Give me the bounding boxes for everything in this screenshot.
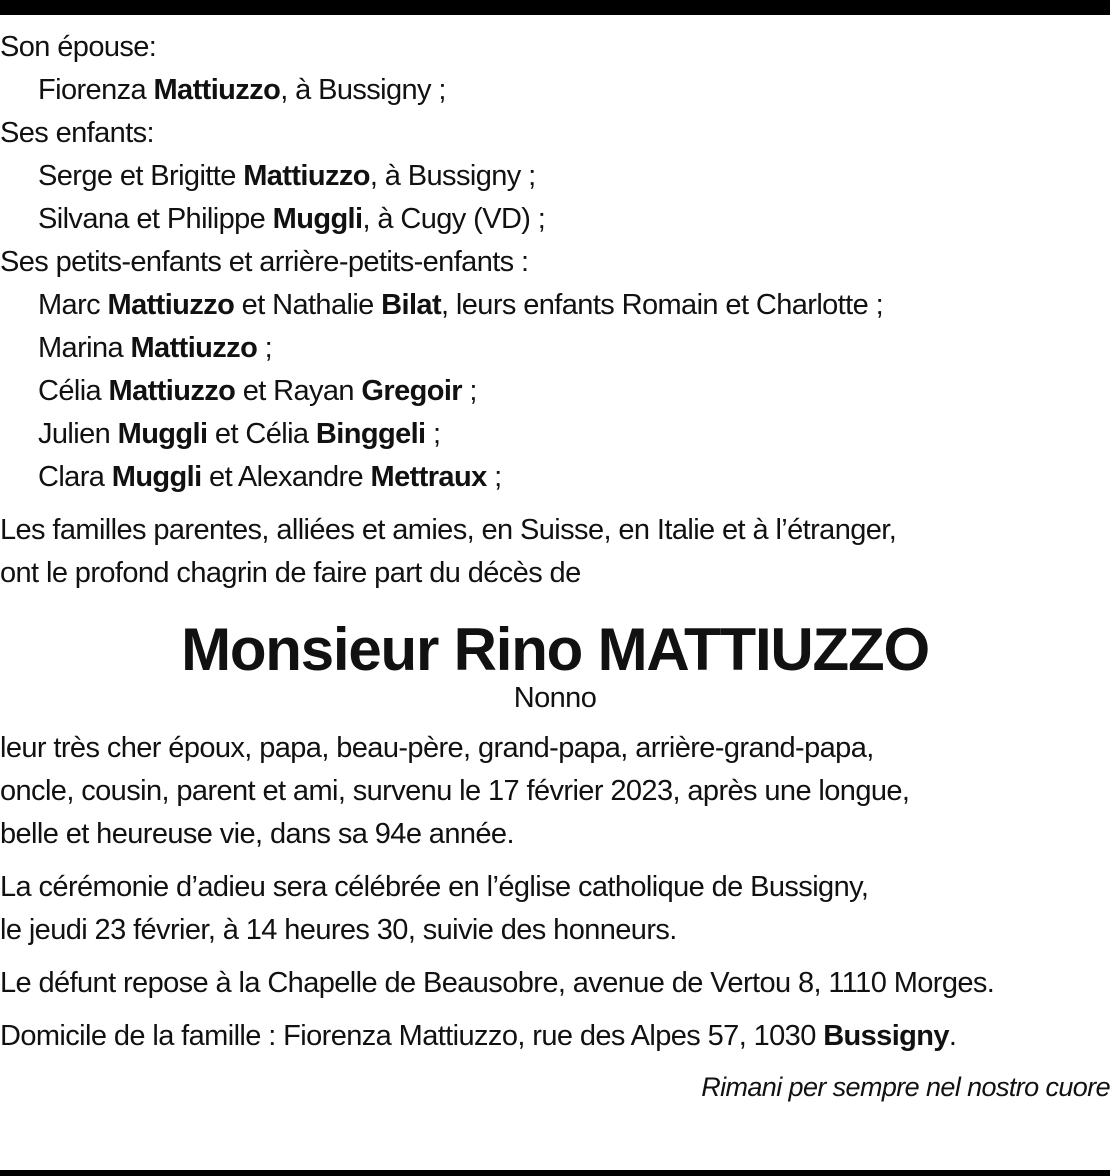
deceased-nickname: Nonno — [513, 682, 597, 714]
rest-paragraph — [0, 962, 1110, 1005]
obituary-notice — [0, 26, 1110, 1109]
ceremony-paragraph — [0, 866, 1110, 952]
spouse-heading: Son épouse: — [0, 31, 157, 63]
grandchild-line: Marc Mattiuzzo et Nathalie Bilat, leurs enfants Romain et Charlotte ; — [38, 289, 884, 321]
intro-line: Les familles parentes, alliées et amies, en Suisse, en Italie et à l’étranger, — [0, 514, 897, 546]
description-line: belle et heureuse vie, dans sa 94e année. — [0, 818, 514, 850]
domicile-line: Domicile de la famille : Fiorenza Mattiuzzo, rue des Alpes 57, 1030 Bussigny. — [0, 1020, 957, 1052]
spouse-line: Fiorenza Mattiuzzo, à Bussigny ; — [38, 74, 446, 106]
intro-paragraph — [0, 509, 1110, 595]
description-paragraph — [0, 727, 1110, 856]
top-rule — [0, 0, 1110, 15]
description-line: leur très cher époux, papa, beau-père, grand-papa, arrière-grand-papa, — [0, 732, 874, 764]
children-heading: Ses enfants: — [0, 117, 155, 149]
deceased-name: Monsieur Rino MATTIUZZO — [181, 616, 929, 683]
child-line: Silvana et Philippe Muggli, à Cugy (VD) ; — [38, 203, 546, 235]
rest-line: Le défunt repose à la Chapelle de Beausobre, avenue de Vertou 8, 1110 Morges. — [0, 967, 995, 999]
ceremony-line: La cérémonie d’adieu sera célébrée en l’église catholique de Bussigny, — [0, 871, 869, 903]
child-line: Serge et Brigitte Mattiuzzo, à Bussigny ; — [38, 160, 536, 192]
description-line: oncle, cousin, parent et ami, survenu le 17 février 2023, après une longue, — [0, 775, 910, 807]
ceremony-line: le jeudi 23 février, à 14 heures 30, suivie des honneurs. — [0, 914, 677, 946]
grandchildren-heading: Ses petits-enfants et arrière-petits-enfants : — [0, 246, 529, 278]
grandchild-line: Clara Muggli et Alexandre Mettraux ; — [38, 461, 502, 493]
intro-line: ont le profond chagrin de faire part du décès de — [0, 557, 581, 589]
grandchild-line: Célia Mattiuzzo et Rayan Gregoir ; — [38, 375, 477, 407]
grandchild-line: Julien Muggli et Célia Binggeli ; — [38, 418, 441, 450]
domicile-paragraph — [0, 1015, 1110, 1058]
bottom-rule — [0, 1170, 1110, 1176]
grandchild-line: Marina Mattiuzzo ; — [38, 332, 273, 364]
closing-phrase: Rimani per sempre nel nostro cuore — [701, 1072, 1110, 1102]
